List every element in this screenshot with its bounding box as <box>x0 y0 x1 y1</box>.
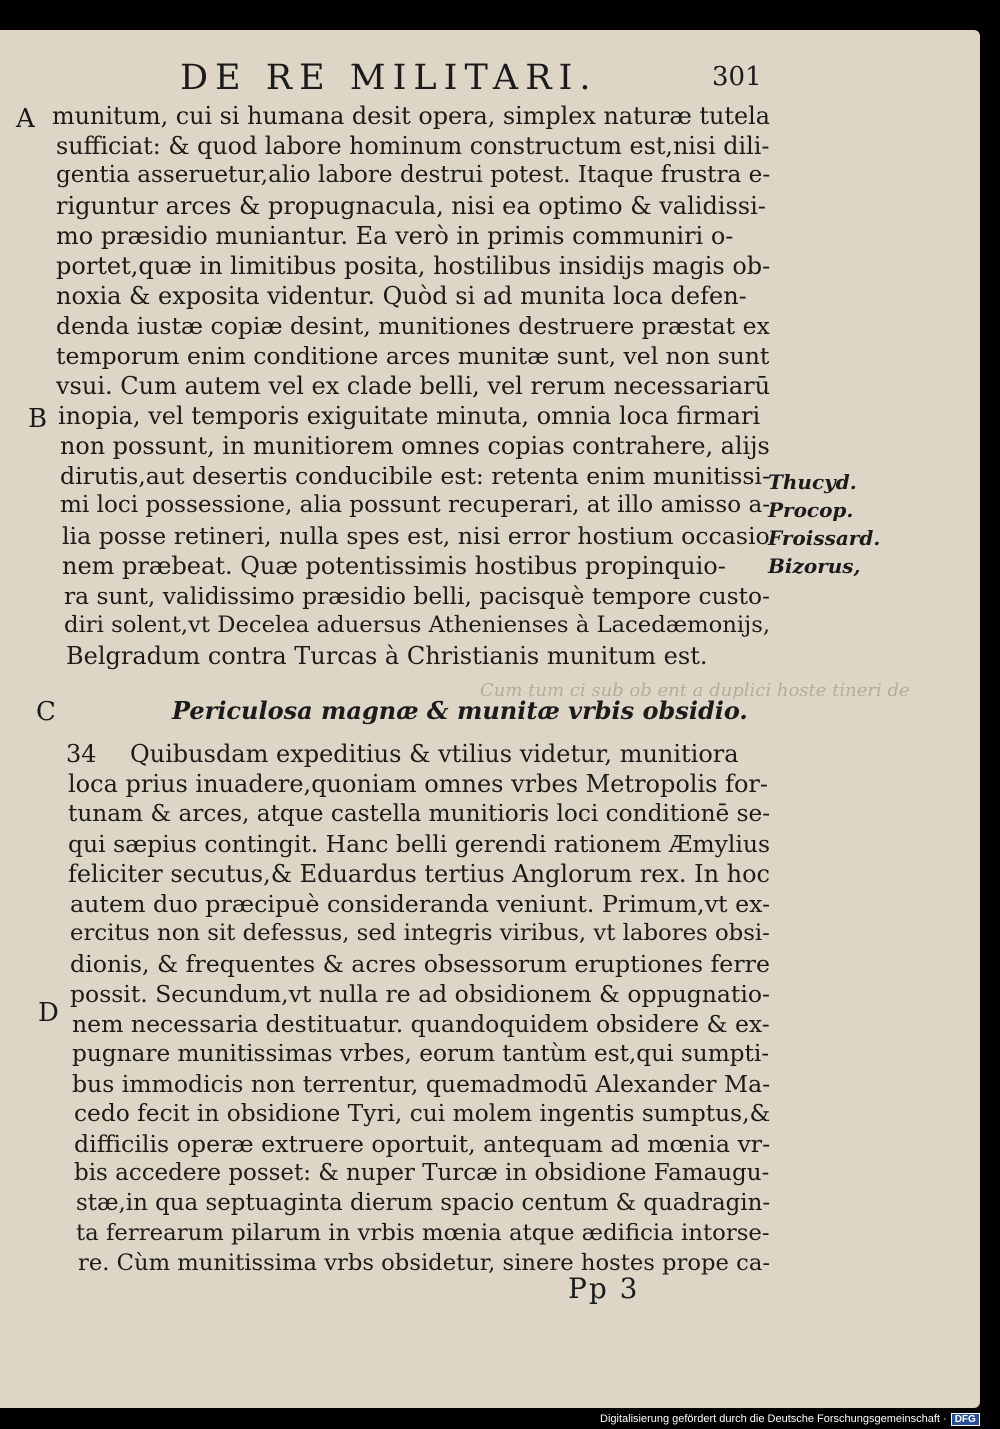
margin-letter-c: C <box>36 697 56 727</box>
text-line: bus immodicis non terrentur, quemadmodū Alexander Ma- <box>72 1070 771 1098</box>
text-line: ercitus non sit defessus, sed integris viribus, vt labores obsi- <box>70 920 770 946</box>
text-line: autem duo præcipuè consideranda veniunt. Primum,vt ex- <box>70 890 771 918</box>
section-heading: Periculosa magnæ & munitæ vrbis obsidio. <box>172 696 748 725</box>
text-line: nem præbeat. Quæ potentissimis hostibus propinquio- <box>62 552 726 580</box>
text-line: pugnare munitissimas vrbes, eorum tantùm est,qui sumpti- <box>72 1040 770 1067</box>
text-line: stæ,in qua septuaginta dierum spacio centum & quadragin- <box>76 1190 771 1216</box>
text-line: mo præsidio muniantur. Ea verò in primis communiri o- <box>56 222 734 250</box>
text-line: diri solent,vt Decelea aduersus Athenienses à Lacedæmonijs, <box>64 612 771 638</box>
text-line: portet,quæ in limitibus posita, hostilibus insidijs magis ob- <box>56 252 771 280</box>
margin-letter-d: D <box>38 998 59 1028</box>
text-line: vsui. Cum autem vel ex clade belli, vel rerum necessariarū <box>56 372 771 400</box>
marginal-note: Froissard. <box>768 526 881 550</box>
footer-credit <box>600 1413 980 1426</box>
show-through-text: Cum tum ci sub ob ent a duplici hoste tineri de <box>480 680 910 701</box>
marginal-note: Thucyd. <box>768 470 857 494</box>
marginal-note: Procop. <box>768 498 854 522</box>
text-line: tunam & arces, atque castella munitioris loci conditionē se- <box>68 800 771 827</box>
text-line: lia posse retineri, nulla spes est, nisi error hostium occasio <box>62 522 770 550</box>
text-line: bis accedere posset: & nuper Turcæ in obsidione Famaugu- <box>74 1160 770 1186</box>
section-number: 34 <box>66 740 97 768</box>
text-line: dirutis,aut desertis conducibile est: retenta enim munitissi- <box>60 462 770 490</box>
dfg-logo-icon: DFG <box>951 1413 980 1426</box>
margin-letter-b: B <box>28 404 48 434</box>
text-line: possit. Secundum,vt nulla re ad obsidionem & oppugnatio- <box>70 980 770 1008</box>
text-line: denda iustæ copiæ desint, munitiones destruere præstat ex <box>56 312 770 340</box>
text-line: ta ferrearum pilarum in vrbis mœnia atque ædificia intorse- <box>76 1220 770 1246</box>
margin-letter-a: A <box>16 104 35 134</box>
text-line: gentia asseruetur,alio labore destrui potest. Itaque frustra e- <box>56 162 771 188</box>
text-line: munitum, cui si humana desit opera, simplex naturæ tutela <box>52 102 770 130</box>
page-number: 301 <box>712 62 762 92</box>
text-line: nem necessaria destituatur. quandoquidem obsidere & ex- <box>72 1010 770 1038</box>
text-line: noxia & exposita videntur. Quòd si ad munita loca defen- <box>56 282 747 310</box>
text-line: non possunt, in munitiorem omnes copias contrahere, alijs <box>60 432 770 460</box>
text-line: sufficiat: & quod labore hominum constructum est,nisi dili- <box>56 132 770 160</box>
marginal-note: Bizorus, <box>768 554 861 578</box>
footer-text: Digitalisierung gefördert durch die Deutsche Forschungsgemeinschaft · <box>600 1413 947 1425</box>
text-line: feliciter secutus,& Eduardus tertius Anglorum rex. In hoc <box>68 860 770 888</box>
signature-mark: Pp 3 <box>568 1272 640 1305</box>
text-line: Belgradum contra Turcas à Christianis munitum est. <box>66 642 708 670</box>
text-line: Quibusdam expeditius & vtilius videtur, munitiora <box>130 740 739 768</box>
text-line: re. Cùm munitissima vrbs obsidetur, sinere hostes prope ca- <box>78 1250 770 1276</box>
text-line: loca prius inuadere,quoniam omnes vrbes Metropolis for- <box>68 770 769 798</box>
text-line: difficilis operæ extruere oportuit, antequam ad mœnia vr- <box>74 1130 771 1158</box>
text-line: mi loci possessione, alia possunt recuperari, at illo amisso a- <box>60 492 771 518</box>
text-line: inopia, vel temporis exiguitate minuta, omnia loca firmari <box>58 402 761 430</box>
text-line: ra sunt, validissimo præsidio belli, pacisquè tempore custo- <box>64 582 770 610</box>
running-title: DE RE MILITARI. <box>180 58 598 98</box>
text-line: riguntur arces & propugnacula, nisi ea optimo & validissi- <box>56 192 766 220</box>
text-line: dionis, & frequentes & acres obsessorum eruptiones ferre <box>70 950 770 978</box>
text-line: temporum enim conditione arces munitæ sunt, vel non sunt <box>56 342 770 370</box>
text-line: qui sæpius contingit. Hanc belli gerendi rationem Æmylius <box>68 830 771 858</box>
text-line: cedo fecit in obsidione Tyri, cui molem ingentis sumptus,& <box>74 1100 771 1127</box>
